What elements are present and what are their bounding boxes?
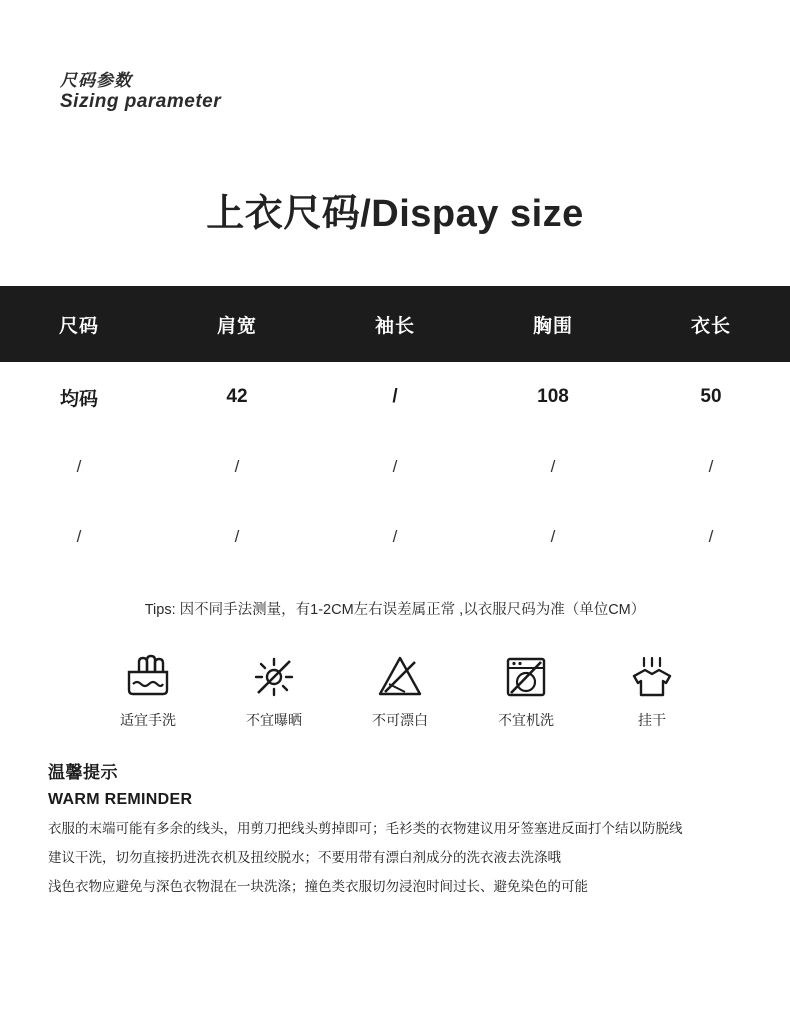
measurement-tips: Tips: 因不同手法测量，有1-2CM左右误差属正常 ,以衣服尺码为准（单位CM） (144, 602, 646, 618)
warm-reminder-section (48, 758, 748, 897)
table-cell: 108 (474, 362, 632, 432)
column-header-bust: 胸围 (474, 286, 632, 362)
table-cell: / (158, 432, 316, 502)
care-label: 挂干 (638, 712, 666, 728)
care-item-hand-wash (95, 650, 201, 730)
table-cell: / (316, 432, 474, 502)
care-label: 不宜机洗 (498, 712, 554, 728)
care-label: 不宜曝晒 (246, 712, 302, 728)
sizing-parameter-header (60, 72, 221, 111)
table-cell: / (474, 502, 632, 572)
table-cell: / (474, 432, 632, 502)
care-item-no-bleach (347, 650, 453, 730)
table-cell: 50 (632, 362, 790, 432)
column-header-length: 衣长 (632, 286, 790, 362)
header-title-cn: 尺码参数 (60, 71, 132, 90)
table-header-row (0, 286, 790, 362)
size-table-body (0, 362, 790, 572)
size-table-header (0, 286, 790, 362)
no-sun-dry-icon (221, 650, 327, 704)
table-cell: / (158, 502, 316, 572)
care-item-no-machine-wash (473, 650, 579, 730)
hang-dry-icon (599, 650, 705, 704)
care-instructions-row (95, 650, 705, 730)
table-cell: / (0, 432, 158, 502)
no-bleach-icon (347, 650, 453, 704)
no-machine-wash-icon (473, 650, 579, 704)
table-cell: / (0, 502, 158, 572)
column-header-shoulder: 肩宽 (158, 286, 316, 362)
warm-reminder-title-en: WARM REMINDER (48, 791, 193, 808)
warm-reminder-line: 浅色衣物应避免与深色衣物混在一块洗涤；撞色类衣服切勿浸泡时间过长、避免染色的可能 (48, 879, 588, 895)
warm-reminder-line: 建议干洗，切勿直接扔进洗衣机及扭绞脱水；不要用带有漂白剂成分的洗衣液去洗涤哦 (48, 850, 561, 866)
column-header-size: 尺码 (0, 286, 158, 362)
column-header-sleeve: 袖长 (316, 286, 474, 362)
table-cell: 42 (158, 362, 316, 432)
header-title-en: Sizing parameter (60, 91, 222, 112)
care-item-hang-dry (599, 650, 705, 730)
table-cell: / (316, 362, 474, 432)
warm-reminder-line: 衣服的末端可能有多余的线头，用剪刀把线头剪掉即可；毛衫类的衣物建议用牙签塞进反面打个结以防脱线 (48, 821, 683, 836)
table-row (0, 432, 790, 502)
page-title: 上衣尺码/Dispay size (206, 193, 584, 235)
table-cell: / (632, 432, 790, 502)
warm-reminder-title-cn: 温馨提示 (48, 763, 118, 782)
care-label: 不可漂白 (372, 712, 428, 728)
table-row (0, 502, 790, 572)
table-cell: 均码 (0, 362, 158, 432)
size-table (0, 286, 790, 572)
hand-wash-icon (95, 650, 201, 704)
table-cell: / (316, 502, 474, 572)
table-row (0, 362, 790, 432)
care-label: 适宜手洗 (120, 712, 176, 728)
table-cell: / (632, 502, 790, 572)
care-item-no-sun-dry (221, 650, 327, 730)
